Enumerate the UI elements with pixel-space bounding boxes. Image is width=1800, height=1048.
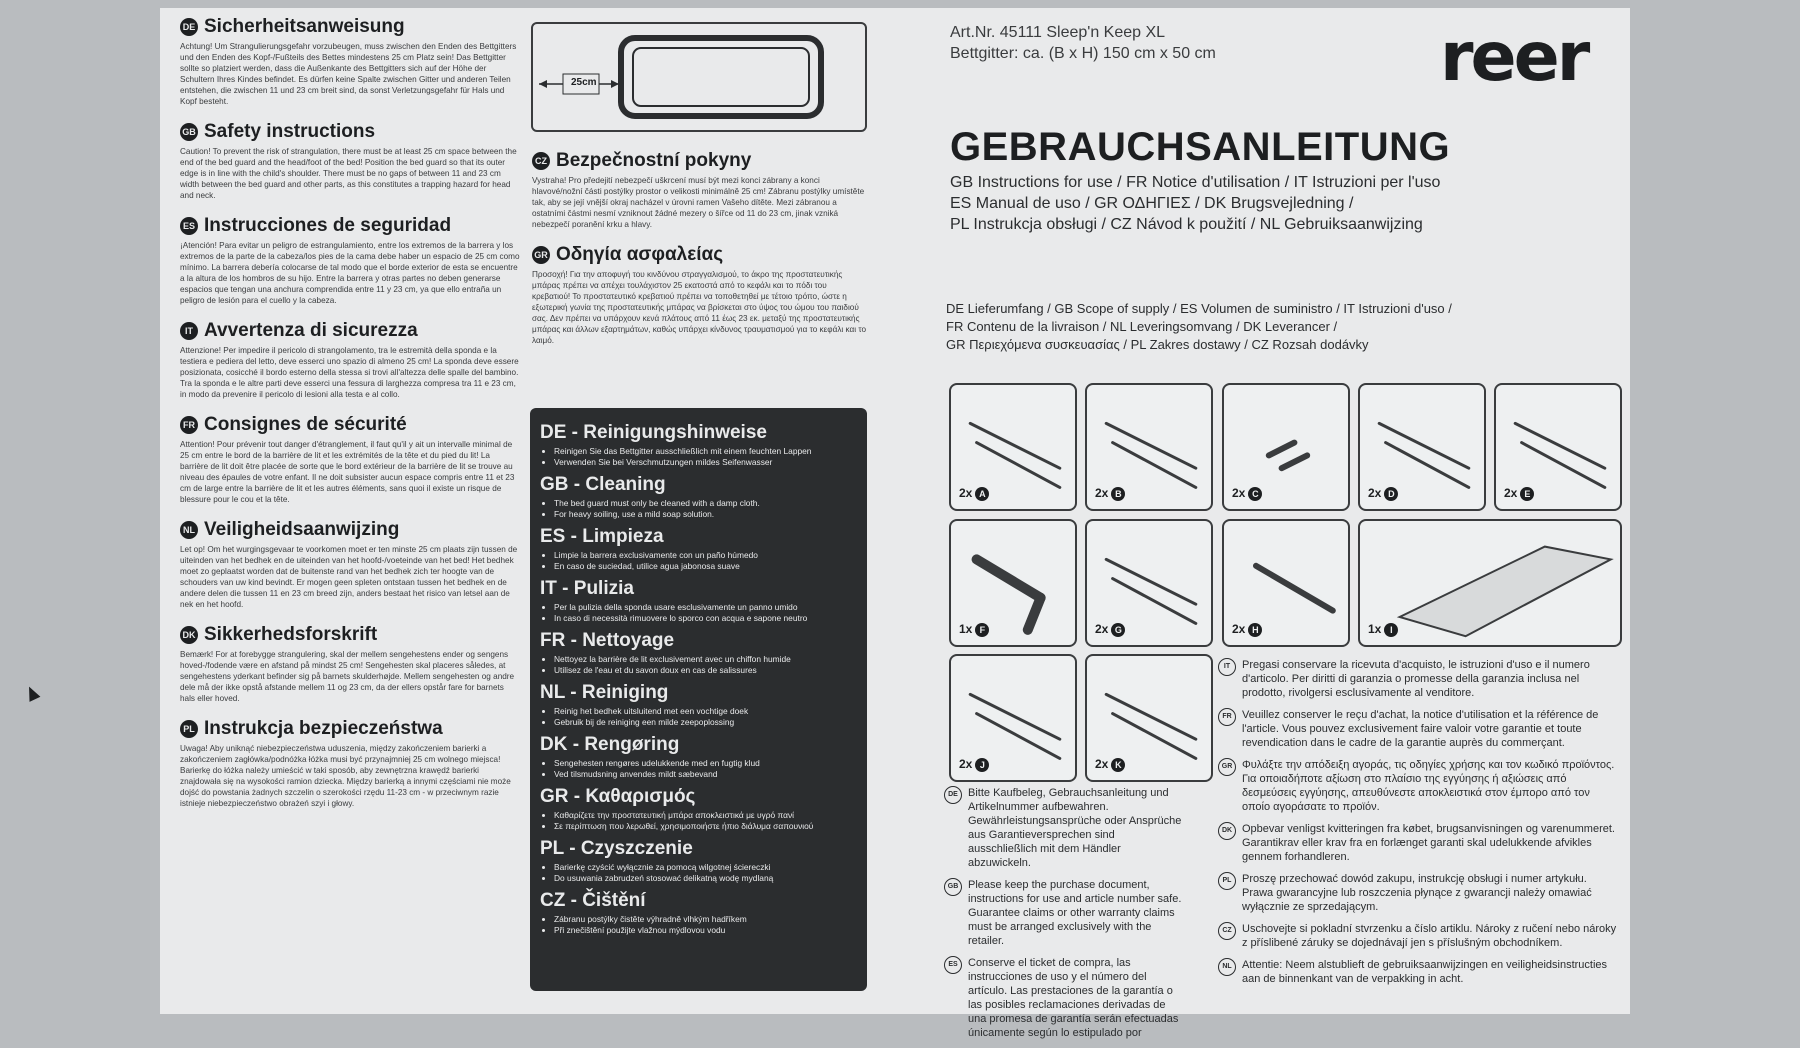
section-heading [180,519,520,541]
language-badge-icon: GR [1218,758,1236,776]
cleaning-item: • In caso di necessità rimuovere lo sporco con acqua e sapone neutro [554,613,857,624]
language-badge-icon: NL [180,521,198,539]
part-d [1358,383,1486,511]
language-line: ES Manual de uso / GR ΟΔΗΓΙΕΣ / DK Brugsvejledning / [950,195,1354,212]
cleaning-item: • Reinigen Sie das Bettgitter ausschließlich mit einem feuchten Lappen [554,446,857,457]
warranty-note [1218,872,1618,914]
section-text: Let op! Om het wurgingsgevaar te voorkomen moet er ten minste 25 cm plaats zijn tussen de uiteinden van het bedhek en de uiteinden van het hoofd-/voeteinde van het bed! Het bedhek moet zo geplaatst worden dat de buitenste rand van het bedhek zich ter hoogte van de schouders van uw kind bevindt. Er mogen geen spleten ontstaan tussen het bedhek en de andere delen die tussen 11 en 23 cm breed zijn, anders bestaat het risico van letsel aan de nek en het hoofd. [180,545,518,609]
language-badge-icon: DE [180,18,198,36]
cleaning-instructions-panel [530,408,867,991]
warranty-note [944,956,1184,1040]
section-heading [532,150,867,172]
part-c [1222,383,1350,511]
cleaning-list [540,654,857,676]
article-info [950,22,1216,64]
language-badge-icon: FR [1218,708,1236,726]
part-count: 2x [1095,486,1109,500]
cleaning-item: • Sengehesten rengøres udelukkende med en fugtig klud [554,758,857,769]
scope-of-supply [946,300,1452,354]
warranty-note [1218,958,1618,986]
part-k [1085,654,1213,782]
section-text: Caution! To prevent the risk of strangulation, there must be at least 25 cm space between the end of the bed guard and the head/foot of the bed! Position the bed guard so that its outer edge is in line with the child's shoulder. There must be no gaps of between 11 and 23 cm width between the bed guard and other parts, as this constitutes a trapping hazard for head and neck. [180,147,517,200]
part-count: 2x [1095,757,1109,771]
bed-guard-diagram [531,22,867,132]
part-letter-icon: G [1111,623,1125,637]
cleaning-heading: PL - Czyszczenie [540,838,693,859]
page-title: GEBRAUCHSANLEITUNG [950,125,1451,169]
language-badge-icon: DE [944,786,962,804]
cleaning-heading: DE - Reinigungshinweise [540,422,767,443]
warranty-text: Uschovejte si pokladní stvrzenku a číslo artiklu. Nároky z ručení nebo nároky z příslibené záruky se dojednávají jen s příslušným obchodníkem. [1242,923,1617,949]
cleaning-heading: DK - Rengøring [540,734,680,755]
cleaning-item: • Do usuwania zabrudzeń stosować delikatną wodę mydlaną [554,873,857,884]
part-letter-icon: C [1248,487,1262,501]
part-count: 2x [959,757,973,771]
part-letter-icon: I [1384,623,1398,637]
part-letter-icon: B [1111,487,1125,501]
section-title: Sikkerhedsforskrift [204,624,378,645]
warranty-note [944,786,1184,870]
language-badge-icon: NL [1218,958,1236,976]
language-badge-icon: ES [180,217,198,235]
cleaning-item: • Verwenden Sie bei Verschmutzungen mildes Seifenwasser [554,457,857,468]
section-title: Veiligheidsaanwijzing [204,519,400,540]
language-badge-icon: GR [532,246,550,264]
warranty-text: Veuillez conserver le reçu d'achat, la notice d'utilisation et la référence de l'article. Vous pouvez exclusivement faire valoir votre garantie et toute revendication dans le cadre de la garantie auprès du commerçant. [1242,709,1599,749]
part-quantity [1368,486,1398,501]
cleaning-item: • For heavy soiling, use a mild soap solution. [554,509,857,520]
cleaning-item: • Limpie la barrera exclusivamente con un paño húmedo [554,550,857,561]
cleaning-item: • Gebruik bij de reiniging een milde zeepoplossing [554,717,857,728]
language-badge-icon: PL [180,720,198,738]
cleaning-list [540,602,857,624]
part-f [949,519,1077,647]
language-list [950,172,1440,235]
warranty-notes-right [1218,658,1618,994]
warranty-note [1218,922,1618,950]
section-heading [180,624,520,646]
part-count: 2x [1368,486,1382,500]
language-badge-icon: IT [180,322,198,340]
part-count: 2x [1232,622,1246,636]
warranty-note [944,878,1184,948]
part-count: 1x [959,622,973,636]
part-quantity [959,622,989,637]
language-badge-icon: GB [180,123,198,141]
cleaning-item: • Při znečištění použijte vlažnou mýdlovou vodu [554,925,857,936]
cleaning-heading: GB - Cleaning [540,474,666,495]
cleaning-heading: CZ - Čištění [540,890,646,911]
part-h [1222,519,1350,647]
part-count: 1x [1368,622,1382,636]
part-quantity [1232,622,1262,637]
cleaning-heading: IT - Pulizia [540,578,634,599]
warranty-text: Please keep the purchase document, instructions for use and article number safe. Guarantee claims or other warranty claims must be arranged exclusively with the retailer. [968,879,1182,947]
language-line: PL Instrukcja obsługi / CZ Návod k použití / NL Gebruiksaanwijzing [950,216,1423,233]
safety-sections-mid [532,150,867,360]
part-quantity [1095,486,1125,501]
section-title: Οδηγία ασφαλείας [556,244,724,265]
cleaning-item: • Zábranu postýlky čistěte výhradně vlhkým hadříkem [554,914,857,925]
diagram-distance-label: 25cm [571,77,597,88]
part-letter-icon: A [975,487,989,501]
cleaning-heading: NL - Reiniging [540,682,669,703]
scope-line: DE Lieferumfang / GB Scope of supply / ES Volumen de suministro / IT Istruzioni d'uso / [946,301,1452,316]
cleaning-list [540,706,857,728]
language-badge-icon: ES [944,956,962,974]
cleaning-item: • Reinig het bedhek uitsluitend met een vochtige doek [554,706,857,717]
part-quantity [1095,622,1125,637]
section-text: Attention! Pour prévenir tout danger d'étranglement, il faut qu'il y ait un intervalle minimal de 25 cm entre le bord de la barrière de lit et les extrémités de la tête et du pied du lit! La barrière de lit doit être placée de sorte que le bord extérieur de la barrière de lit se trouve au niveau des épaules de votre enfant. Il ne doit subsister aucun espace compris entre 11 et 23 cm de large entre la barrière de lit et les autres éléments, sans quoi il existe un risque de blessure pour le cou et la tête. [180,440,515,504]
part-a [949,383,1077,511]
warranty-note [1218,822,1618,864]
section-title: Avvertenza di sicurezza [204,320,418,341]
cleaning-item: • The bed guard must only be cleaned with a damp cloth. [554,498,857,509]
mouse-cursor-icon [24,684,41,702]
section-heading [180,121,520,143]
part-count: 2x [1232,486,1246,500]
cleaning-item: • Barierkę czyścić wyłącznie za pomocą wilgotnej ściereczki [554,862,857,873]
part-quantity [1232,486,1262,501]
cleaning-item: • Nettoyez la barrière de lit exclusivement avec un chiffon humide [554,654,857,665]
part-letter-icon: H [1248,623,1262,637]
cleaning-item: • En caso de suciedad, utilice agua jabonosa suave [554,561,857,572]
cleaning-heading: ES - Limpieza [540,526,664,547]
warranty-text: Conserve el ticket de compra, las instrucciones de uso y el número del artículo. Las prestaciones de la garantía o las posibles reclamaciones derivadas de una promesa de garantía serán efectuadas únicamente según lo estipulado por [968,957,1179,1039]
warranty-text: Pregasi conservare la ricevuta d'acquisto, le istruzioni d'uso e il numero d'articolo. Per diritti di garanzia o promesse della garanzia inclusa nel prodotto, rivolgersi esclusivamente al venditore. [1242,659,1590,699]
reer-logo: reer [1440,18,1588,97]
section-text: Vystraha! Pro předejití nebezpečí uškrcení musí být mezi konci zábrany a konci hlavové/nožní části postýlky prostor o velikosti minimálně 25 cm! Zábranu postýlky umístěte tak, aby se její vnější okraj nacházel v úrovni ramen Vašeho dítěte. Mezi zábranou a ostatními částmi nesmí vzniknout žádné mezery o šířce od 11 do 23 cm, jinak vzniká nebezpečí poranění krku a hlavy. [532,176,865,229]
cleaning-heading: FR - Nettoyage [540,630,675,651]
warranty-note [1218,708,1618,750]
warranty-text: Attentie: Neem alstublieft de gebruiksaanwijzingen en veiligheidsinstructies aan de binnenkant van de verpakking in acht. [1242,959,1608,985]
part-b [1085,383,1213,511]
section-heading [180,16,520,38]
part-quantity [959,757,989,772]
section-text: Προσοχή! Για την αποφυγή του κινδύνου στραγγαλισμού, το άκρο της προστατευτικής μπάρας πρέπει να απέχει τουλάχιστον 25 εκατοστά από το κεφάλι και το πόδι του κρεβατιού! Το προστατευτικό κρεβατιού πρέπει να τοποθετηθεί με τέτοιο τρόπο, ώστε η εξωτερική γωνία της προστατευτικής μπάρας να βρίσκεται στο ύψος του ώμου του παιδιού σας. Δεν πρέπει να υπάρχουν κενά πλάτους από 11 έως 23 εκ. μεταξύ της προστατευτικής μπάρας και άλλων εξαρτημάτων, καθώς υπάρχει κίνδυνος τραυματισμού για το κεφάλι και το λαιμό. [532,270,866,345]
warranty-text: Opbevar venligst kvitteringen fra købet, brugsanvisningen og varenummeret. Garantikrav eller krav fra en forlænget garanti skal udelukkende afvikles gennem forhandleren. [1242,823,1615,863]
language-badge-icon: DK [180,626,198,644]
cleaning-item: • Per la pulizia della sponda usare esclusivamente un panno umido [554,602,857,613]
part-drawing-icon [1360,521,1624,649]
cleaning-item: • Σε περίπτωση που λερωθεί, χρησιμοποιήστε ήπιο διάλυμα σαπουνιού [554,821,857,832]
section-text: Bemærk! For at forebygge strangulering, skal der mellem sengehestens ender og sengens hoved-/fodende være en afstand på mindst 25 cm! Sengehesten skal placeres således, at sengehestens yderkant befinder sig på barnets skulderhøjde. Mellem sengehesten og andre dele må der ikke opstå afstande mellem 11 og 23 cm, da der ellers opstår fare for barnets hals eller hoved. [180,650,515,703]
part-i [1358,519,1622,647]
cleaning-item: • Καθαρίζετε την προστατευτική μπάρα αποκλειστικά με υγρό πανί [554,810,857,821]
cleaning-item: • Utilisez de l'eau et du savon doux en cas de salissures [554,665,857,676]
warranty-text: Φυλάξτε την απόδειξη αγοράς, τις οδηγίες χρήσης και τον κωδικό προϊόντος. Για οποιαδήποτε αξίωση στο πλαίσιο της εγγύησης ή αξιώσεις από δεσμεύσεις εγγύησης, απευθύνεστε αποκλειστικά στον έμπορο από τον οποίο αγοράσατε το προϊόν. [1242,759,1615,813]
part-letter-icon: D [1384,487,1398,501]
cleaning-list [540,810,857,832]
part-letter-icon: K [1111,758,1125,772]
part-letter-icon: F [975,623,989,637]
section-heading [180,320,520,342]
warranty-text: Bitte Kaufbeleg, Gebrauchsanleitung und Artikelnummer aufbewahren. Gewährleistungsansprüche oder Ansprüche aus Garantieversprechen sind ausschließlich mit dem Händler abzuwickeln. [968,787,1182,869]
section-text: Achtung! Um Strangulierungsgefahr vorzubeugen, muss zwischen den Enden des Bettgitters und den Enden des Kopf-/Fußteils des Bettes mindestens 25 cm Platz sein! Das Bettgitter sollte so platziert werden, dass die Außenkante des Bettgitters sich auf der Höhe der Schultern Ihres Kindes befindet. Es dürfen keine Spalte zwischen Gitter und anderen Teilen entstehen, die zwischen 11 und 23 cm breit sind, da sonst Verletzungsgefahr für Hals und Kopf besteht. [180,42,517,106]
cleaning-list [540,550,857,572]
language-badge-icon: DK [1218,822,1236,840]
part-quantity [1368,622,1398,637]
cleaning-list [540,758,857,780]
part-quantity [1095,757,1125,772]
section-title: Bezpečnostní pokyny [556,150,752,171]
section-title: Safety instructions [204,121,376,142]
warranty-note [1218,658,1618,700]
article-dimensions: Bettgitter: ca. (B x H) 150 cm x 50 cm [950,45,1216,62]
part-quantity [1504,486,1534,501]
language-badge-icon: IT [1218,658,1236,676]
section-heading [532,244,867,266]
scope-line: FR Contenu de la livraison / NL Leveringsomvang / DK Leverancer / [946,319,1338,334]
scope-line: GR Περιεχόμενα συσκευασίας / PL Zakres dostawy / CZ Rozsah dodávky [946,337,1369,352]
cleaning-heading: GR - Καθαρισμός [540,786,696,807]
article-number: Art.Nr. 45111 Sleep'n Keep XL [950,24,1166,41]
cleaning-list [540,446,857,468]
part-g [1085,519,1213,647]
language-badge-icon: CZ [1218,922,1236,940]
cleaning-list [540,914,857,936]
cleaning-list [540,862,857,884]
language-badge-icon: CZ [532,152,550,170]
section-title: Instrucciones de seguridad [204,215,452,236]
language-badge-icon: GB [944,878,962,896]
section-title: Sicherheitsanweisung [204,16,405,37]
part-letter-icon: E [1520,487,1534,501]
cleaning-list [540,498,857,520]
language-line: GB Instructions for use / FR Notice d'utilisation / IT Istruzioni per l'uso [950,174,1441,191]
part-quantity [959,486,989,501]
section-title: Consignes de sécurité [204,414,407,435]
section-heading [180,718,520,740]
section-heading [180,414,520,436]
safety-sections-left [180,16,520,823]
part-e [1494,383,1622,511]
part-j [949,654,1077,782]
section-text: Uwaga! Aby uniknąć niebezpieczeństwa uduszenia, między zakończeniem barierki a zakończeniem zagłówka/podnóżka łóżka musi być przynajmniej 25 cm wolnego miejsca! Barierkę do łóżka należy umieścić w taki sposób, aby zewnętrzna krawędź barierki znajdowała się na wysokości ramion dziecka. Między barierką a innymi częściami nie może dojść do powstania żadnych szczelin o szerokości rzędu 11-23 cm - w przeciwnym razie istnieje niebezpieczeństwo obrażeń szyi i głowy. [180,744,511,808]
warranty-note [1218,758,1618,814]
part-count: 2x [959,486,973,500]
warranty-notes-left [944,786,1184,1048]
language-badge-icon: FR [180,416,198,434]
part-count: 2x [1095,622,1109,636]
warranty-text: Proszę przechować dowód zakupu, instrukcję obsługi i numer artykułu. Prawa gwarancyjne lub roszczenia płynące z gwarancji należy omawiać wyłącznie ze sprzedającym. [1242,873,1592,913]
part-count: 2x [1504,486,1518,500]
cleaning-item: • Ved tilsmudsning anvendes mildt sæbevand [554,769,857,780]
section-heading [180,215,520,237]
part-letter-icon: J [975,758,989,772]
section-text: ¡Atención! Para evitar un peligro de estrangulamiento, entre los extremos de la barrera y los extremos de la parte de la cabeza/los pies de la cama debe haber un espacio de 25 cm como mínimo. La barrera debería colocarse de tal modo que el borde exterior de esta se encuentre a la altura de los hombros de su hijo. Entre la barrera y otras partes no deben generarse espacios que tengan una anchura comprendida entre 11 y 23 cm, ya que ello entraña un peligro de lesión para el cuello y la cabeza. [180,241,520,305]
section-text: Attenzione! Per impedire il pericolo di strangolamento, tra le estremità della sponda e la testiera e pediera del letto, deve esserci uno spazio di almeno 25 cm! La sponda deve essere posizionata, cosicché il bordo esterno della stessa si trovi all'altezza delle spalle del bambino. Tra la sponda e le altre parti deve esserci una fessura di larghezza compresa tra 11 e 23 cm, in modo da prevenire il pericolo di lesioni alla testa e al collo. [180,346,519,399]
language-badge-icon: PL [1218,872,1236,890]
section-title: Instrukcja bezpieczeństwa [204,718,443,739]
